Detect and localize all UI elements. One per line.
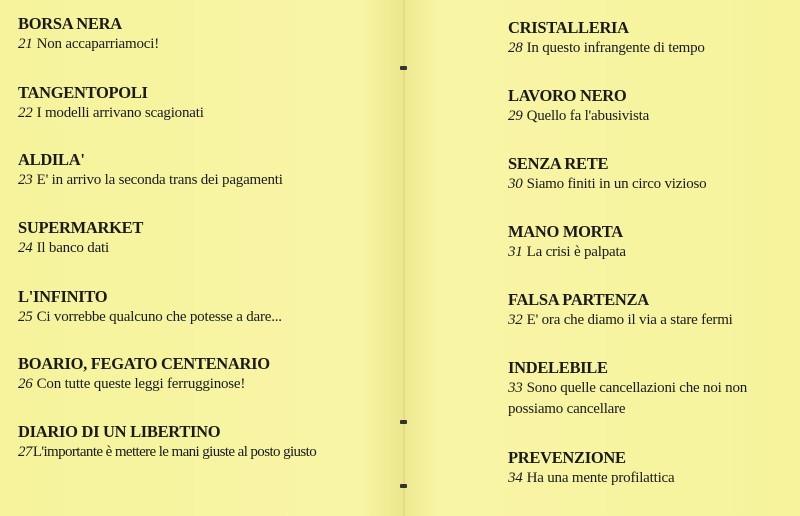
entry-title: CRISTALLERIA (508, 18, 629, 37)
entry-number: 27 (18, 444, 32, 460)
left-page (18, 0, 388, 516)
entry-text: In questo infrangente di tempo (526, 40, 705, 56)
entry-text: Ci vorrebbe qualcuno che potesse a dare... (36, 309, 282, 325)
entry-borsa-nera (18, 14, 388, 55)
page-gutter (403, 0, 405, 516)
entry-boario (18, 354, 388, 395)
entry-title: FALSA PARTENZA (508, 290, 649, 309)
entry-number: 21 (18, 36, 33, 52)
entry-number: 22 (18, 105, 33, 121)
entry-indelebile (508, 358, 793, 420)
entry-number: 24 (18, 240, 33, 256)
entry-number: 34 (508, 470, 523, 486)
entry-title: LAVORO NERO (508, 86, 627, 105)
entry-title: TANGENTOPOLI (18, 83, 148, 102)
entry-title: MANO MORTA (508, 222, 623, 241)
entry-title: L'INFINITO (18, 287, 108, 306)
entry-title: SENZA RETE (508, 154, 609, 173)
entry-supermarket (18, 218, 388, 259)
entry-text: I modelli arrivano scagionati (36, 105, 204, 121)
entry-number: 23 (18, 172, 33, 188)
staple-middle (400, 420, 407, 424)
staple-top (400, 66, 407, 70)
entry-text: Sono quelle cancellazioni che noi non possiamo cancellare (508, 380, 748, 417)
entry-cristalleria (508, 18, 793, 59)
entry-number: 28 (508, 40, 523, 56)
entry-mano-morta (508, 222, 793, 263)
entry-number: 31 (508, 244, 523, 260)
entry-title: ALDILA' (18, 150, 85, 169)
staple-bottom (400, 484, 407, 488)
entry-diario (18, 422, 318, 463)
entry-text: Il banco dati (36, 240, 109, 256)
entry-aldila (18, 150, 388, 191)
entry-tangentopoli (18, 83, 388, 124)
entry-number: 30 (508, 176, 523, 192)
entry-prevenzione (508, 448, 793, 489)
entry-text: Non accaparriamoci! (36, 36, 159, 52)
entry-number: 33 (508, 380, 523, 396)
entry-text: Ha una mente profilattica (526, 470, 675, 486)
entry-number: 32 (508, 312, 523, 328)
entry-text: E' in arrivo la seconda trans dei pagamenti (36, 172, 283, 188)
entry-number: 26 (18, 376, 33, 392)
entry-senza-rete (508, 154, 793, 195)
entry-infinito (18, 287, 388, 328)
entry-text: Quello fa l'abusivista (526, 108, 650, 124)
entry-title: SUPERMARKET (18, 218, 144, 237)
entry-number: 25 (18, 309, 33, 325)
entry-title: BOARIO, FEGATO CENTENARIO (18, 354, 270, 373)
entry-text: Con tutte queste leggi ferrugginose! (36, 376, 246, 392)
entry-falsa-partenza (508, 290, 793, 331)
entry-text: L'importante è mettere le mani giuste al posto giusto (32, 444, 317, 460)
entry-title: INDELEBILE (508, 358, 608, 377)
right-page (508, 0, 793, 516)
entry-title: DIARIO DI UN LIBERTINO (18, 422, 221, 441)
entry-number: 29 (508, 108, 523, 124)
entry-title: BORSA NERA (18, 14, 122, 33)
entry-text: E' ora che diamo il via a stare fermi (526, 312, 733, 328)
entry-title: PREVENZIONE (508, 448, 626, 467)
entry-lavoro-nero (508, 86, 793, 127)
entry-text: La crisi è palpata (526, 244, 626, 260)
entry-text: Siamo finiti in un circo vizioso (526, 176, 707, 192)
